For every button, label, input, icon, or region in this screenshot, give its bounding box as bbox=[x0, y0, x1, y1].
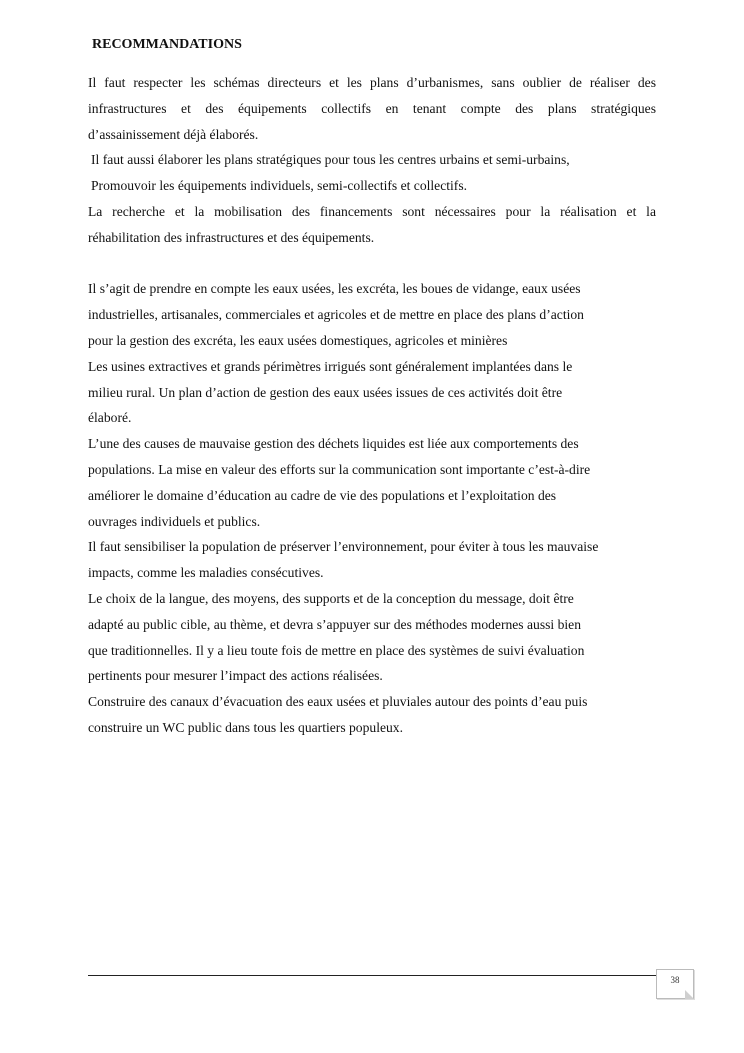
page-number-box bbox=[656, 969, 694, 999]
page-number: 38 bbox=[670, 975, 680, 985]
text-line: L’une des causes de mauvaise gestion des déchets liquides est liée aux comportements des bbox=[88, 436, 579, 452]
text-line: Il faut aussi élaborer les plans stratégiques pour tous les centres urbains et semi-urbains, bbox=[91, 152, 570, 168]
text-line: ouvrages individuels et publics. bbox=[88, 513, 261, 529]
text-line: La recherche et la mobilisation des financements sont nécessaires pour la réalisation et la bbox=[88, 203, 656, 219]
text-line: d’assainissement déjà élaborés. bbox=[88, 126, 259, 142]
text-line: pour la gestion des excréta, les eaux usées domestiques, agricoles et minières bbox=[88, 332, 508, 348]
text-line: industrielles, artisanales, commerciales et agricoles et de mettre en place des plans d’action bbox=[88, 307, 584, 323]
text-line: réhabilitation des infrastructures et des équipements. bbox=[88, 229, 375, 245]
text-line: milieu rural. Un plan d’action de gestion des eaux usées issues de ces activités doit être bbox=[88, 384, 563, 400]
text-line: Il faut sensibiliser la population de préserver l’environnement, pour éviter à tous les mauvaise bbox=[88, 539, 599, 555]
text-line: infrastructures et des équipements collectifs en tenant compte des plans stratégiques bbox=[88, 100, 656, 116]
text-line: construire un WC public dans tous les quartiers populeux. bbox=[88, 719, 403, 735]
text-line: adapté au public cible, au thème, et devra s’appuyer sur des méthodes modernes aussi bien bbox=[88, 616, 581, 632]
text-line: Les usines extractives et grands périmètres irrigués sont généralement implantées dans le bbox=[88, 358, 573, 374]
footer-rule bbox=[88, 975, 656, 976]
text-line: populations. La mise en valeur des efforts sur la communication sont importante c’est-à-dire bbox=[88, 461, 591, 477]
section-heading: RECOMMANDATIONS bbox=[92, 37, 242, 52]
text-line: pertinents pour mesurer l’impact des actions réalisées. bbox=[88, 668, 383, 684]
body-text bbox=[88, 70, 656, 741]
text-line: Construire des canaux d’évacuation des eaux usées et pluviales autour des points d’eau puis bbox=[88, 694, 588, 710]
text-line: améliorer le domaine d’éducation au cadre de vie des populations et l’exploitation des bbox=[88, 487, 557, 503]
text-line: élaboré. bbox=[88, 410, 132, 426]
text-line: Le choix de la langue, des moyens, des supports et de la conception du message, doit être bbox=[88, 590, 574, 606]
text-line: que traditionnelles. Il y a lieu toute fois de mettre en place des systèmes de suivi évaluation bbox=[88, 642, 585, 658]
text-line: impacts, comme les maladies consécutives. bbox=[88, 565, 324, 581]
text-line: Promouvoir les équipements individuels, semi-collectifs et collectifs. bbox=[91, 178, 468, 194]
text-line: Il s’agit de prendre en compte les eaux usées, les excréta, les boues de vidange, eaux usées bbox=[88, 281, 581, 297]
text-line: Il faut respecter les schémas directeurs et les plans d’urbanismes, sans oublier de réaliser des bbox=[88, 75, 656, 90]
paragraph-gap bbox=[88, 251, 656, 277]
